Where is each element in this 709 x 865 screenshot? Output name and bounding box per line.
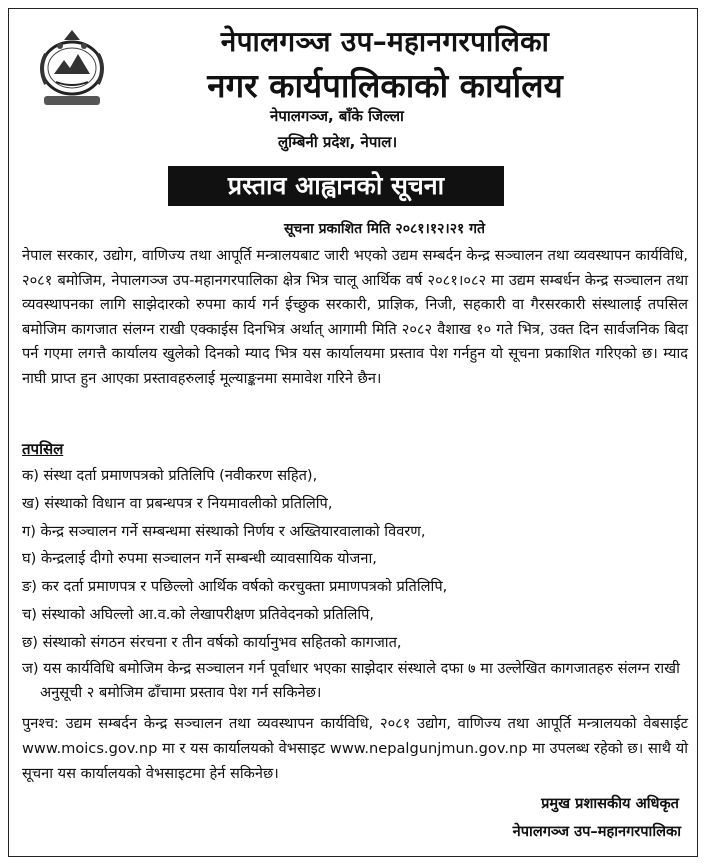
list-item: ज) यस कार्यविधि बमोजिम केन्द्र सञ्चालन गर्न पूर्वाधार भएका साझेदार संस्थाले दफा ७ मा उल्लेखित कागजातहरु संलग्न राखी अनुसूची २ बमोजिम ढाँचामा प्रस्ताव पेश गर्न सकिनेछ। — [22, 659, 680, 701]
office-name: नगर कार्यपालिकाको कार्यालय — [207, 66, 563, 105]
list-item: घ) केन्द्रलाई दीगो रुपमा सञ्चालन गर्ने सम्बन्धी व्यावसायिक योजना, — [22, 550, 377, 568]
municipality-name: नेपालगञ्ज उप–महानगरपालिका — [220, 25, 550, 58]
address-district: नेपालगञ्ज, बाँके जिल्ला — [270, 107, 404, 125]
list-item: क) संस्था दर्ता प्रमाणपत्रको प्रतिलिपि (नवीकरण सहित), — [22, 467, 318, 484]
published-date: सूचना प्रकाशित मिति २०८१।१२।२१ गते — [283, 221, 486, 237]
tapsil-heading: तपसिल — [22, 440, 64, 458]
list-item: छ) संस्थाको संगठन संरचना र तीन वर्षको कार्यानुभव सहितको कागजात, — [22, 633, 402, 651]
postscript: पुनश्च: उद्यम सम्बर्दन केन्द्र सञ्चालन तथा व्यवस्थापन कार्यविधि, २०८१ उद्योग, वाणिज्य तथा आपूर्ति मन्त्रालयको वेबसाईट www.moics.gov.np मा र यस कार्यालयको वेभसाइट www.nepalgunjmun.gov.np मा उपलब्ध रहेको छ। साथै यो सूचना यस कार्यालयको वेभसाइटमा हेर्न सकिनेछ। — [22, 715, 688, 782]
signatory-designation: प्रमुख प्रशासकीय अधिकृत — [541, 795, 679, 812]
document-list — [22, 462, 692, 705]
list-item: च) संस्थाको अघिल्लो आ.व.को लेखापरीक्षण प्रतिवेदनको प्रतिलिपि, — [22, 605, 375, 623]
address-province: लुम्बिनी प्रदेश, नेपाल। — [278, 133, 398, 151]
list-item: ङ) कर दर्ता प्रमाणपत्र र पछिल्लो आर्थिक वर्षको करचुक्ता प्रमाणपत्रको प्रतिलिपि, — [22, 578, 448, 596]
list-item: ग) केन्द्र सञ्चालन गर्ने सम्बन्धमा संस्थाको निर्णय र अख्तियारवालाको विवरण, — [22, 522, 426, 540]
nepal-government-emblem-icon — [24, 24, 120, 110]
notice-banner: प्रस्ताव आह्वानको सूचना — [168, 166, 504, 206]
list-item: ख) संस्थाको विधान वा प्रबन्धपत्र र नियमावलीको प्रतिलिपि, — [22, 494, 333, 512]
signatory-office: नेपालगञ्ज उप–महानगरपालिका — [512, 823, 681, 840]
notice-body: नेपाल सरकार, उद्योग, वाणिज्य तथा आपूर्ति मन्त्रालयबाट जारी भएको उद्यम सम्बर्दन केन्द्र सञ्चालन तथा व्यवस्थापन कार्यविधि, २०८१ बमोजिम, नेपालगञ्ज उप-महानगरपालिका क्षेत्र भित्र चालू आर्थिक वर्ष २०८१।०८२ मा उद्यम सम्बर्धन केन्द्र सञ्चालन तथा व्यवस्थापनका लागि साझेदारको रुपमा कार्य गर्न ईच्छुक सरकारी, प्राज्ञिक, निजी, सहकारी वा गैरसरकारी संस्थालाई तपसिल बमोजिम कागजात संलग्न राखी एक्काईस दिनभित्र अर्थात् आगामी मिति २०८२ वैशाख १० गते भित्र, उक्त दिन सार्वजनिक बिदा पर्न गएमा लगत्तै कार्यालय खुलेको दिनको म्याद भित्र यस कार्यालयमा प्रस्ताव पेश गर्नहुन यो सूचना प्रकाशित गरिएको छ। म्याद नाघी प्राप्त हुन आएका प्रस्तावहरुलाई मूल्याङ्कनमा समावेश गरिने छैन। — [22, 247, 688, 387]
